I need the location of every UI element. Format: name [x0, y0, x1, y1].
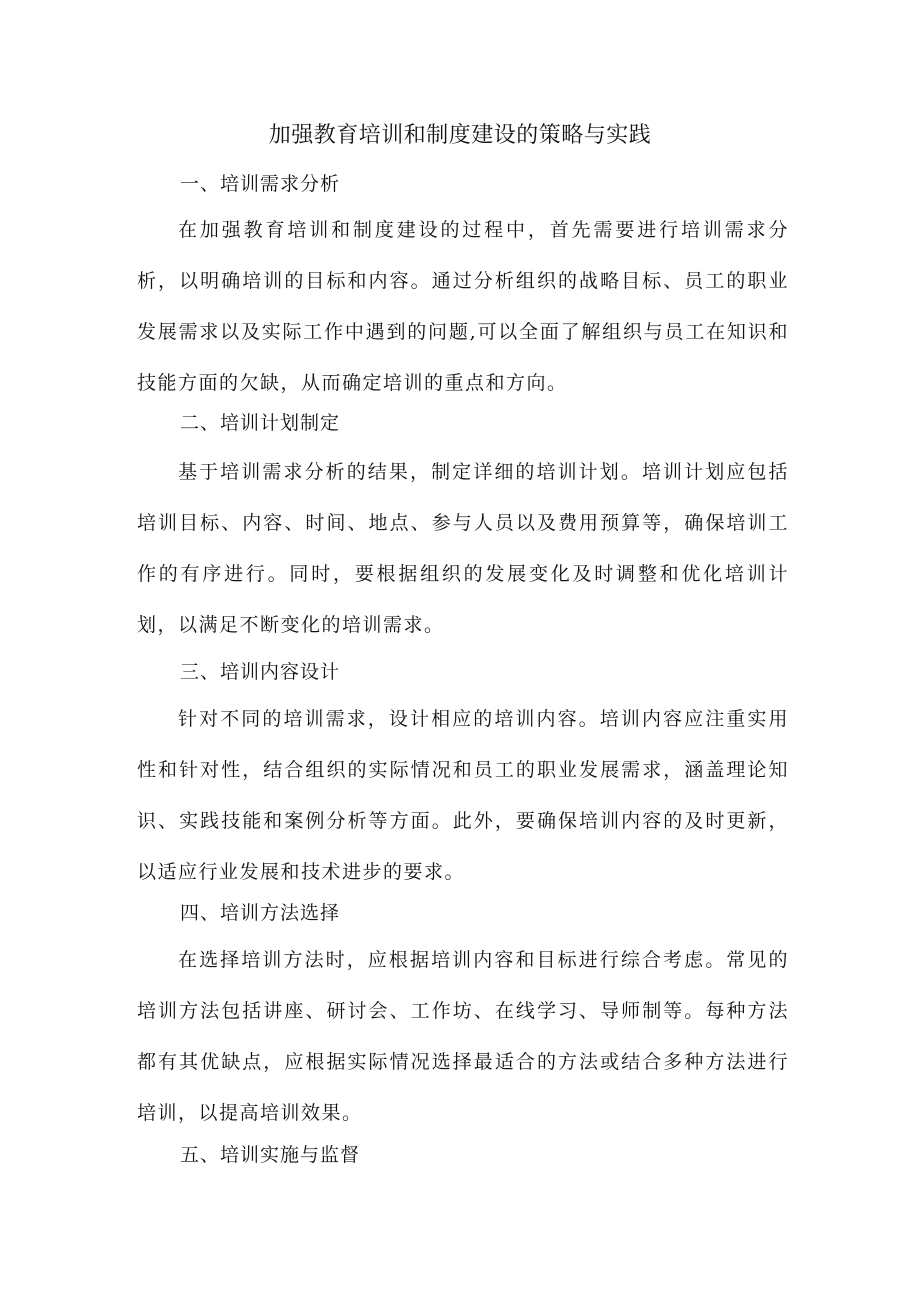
section-paragraph: 在加强教育培训和制度建设的过程中，首先需要进行培训需求分析，以明确培训的目标和内容。通过分析组织的战略目标、员工的职业发展需求以及实际工作中遇到的问题,可以全面了解组织与员工在知识和技能方面的欠缺，从而确定培训的重点和方向。 — [137, 219, 789, 394]
section-heading: 一、培训需求分析 — [180, 173, 341, 195]
section-heading: 五、培训实施与监督 — [180, 1144, 361, 1166]
section-heading: 四、培训方法选择 — [180, 902, 341, 924]
section-heading: 三、培训内容设计 — [180, 661, 341, 683]
section-paragraph: 基于培训需求分析的结果，制定详细的培训计划。培训计划应包括培训目标、内容、时间、地点、参与人员以及费用预算等，确保培训工作的有序进行。同时，要根据组织的发展变化及时调整和优化培训计划，以满足不断变化的培训需求。 — [137, 461, 789, 636]
section-paragraph: 针对不同的培训需求，设计相应的培训内容。培训内容应注重实用性和针对性，结合组织的实际情况和员工的职业发展需求，涵盖理论知识、实践技能和案例分析等方面。此外，要确保培训内容的及时更新，以适应行业发展和技术进步的要求。 — [137, 708, 789, 883]
section-paragraph: 在选择培训方法时，应根据培训内容和目标进行综合考虑。常见的培训方法包括讲座、研讨会、工作坊、在线学习、导师制等。每种方法都有其优缺点，应根据实际情况选择最适合的方法或结合多种方法进行培训，以提高培训效果。 — [137, 949, 789, 1124]
section-heading: 二、培训计划制定 — [180, 412, 341, 434]
document-title: 加强教育培训和制度建设的策略与实践 — [268, 123, 652, 148]
